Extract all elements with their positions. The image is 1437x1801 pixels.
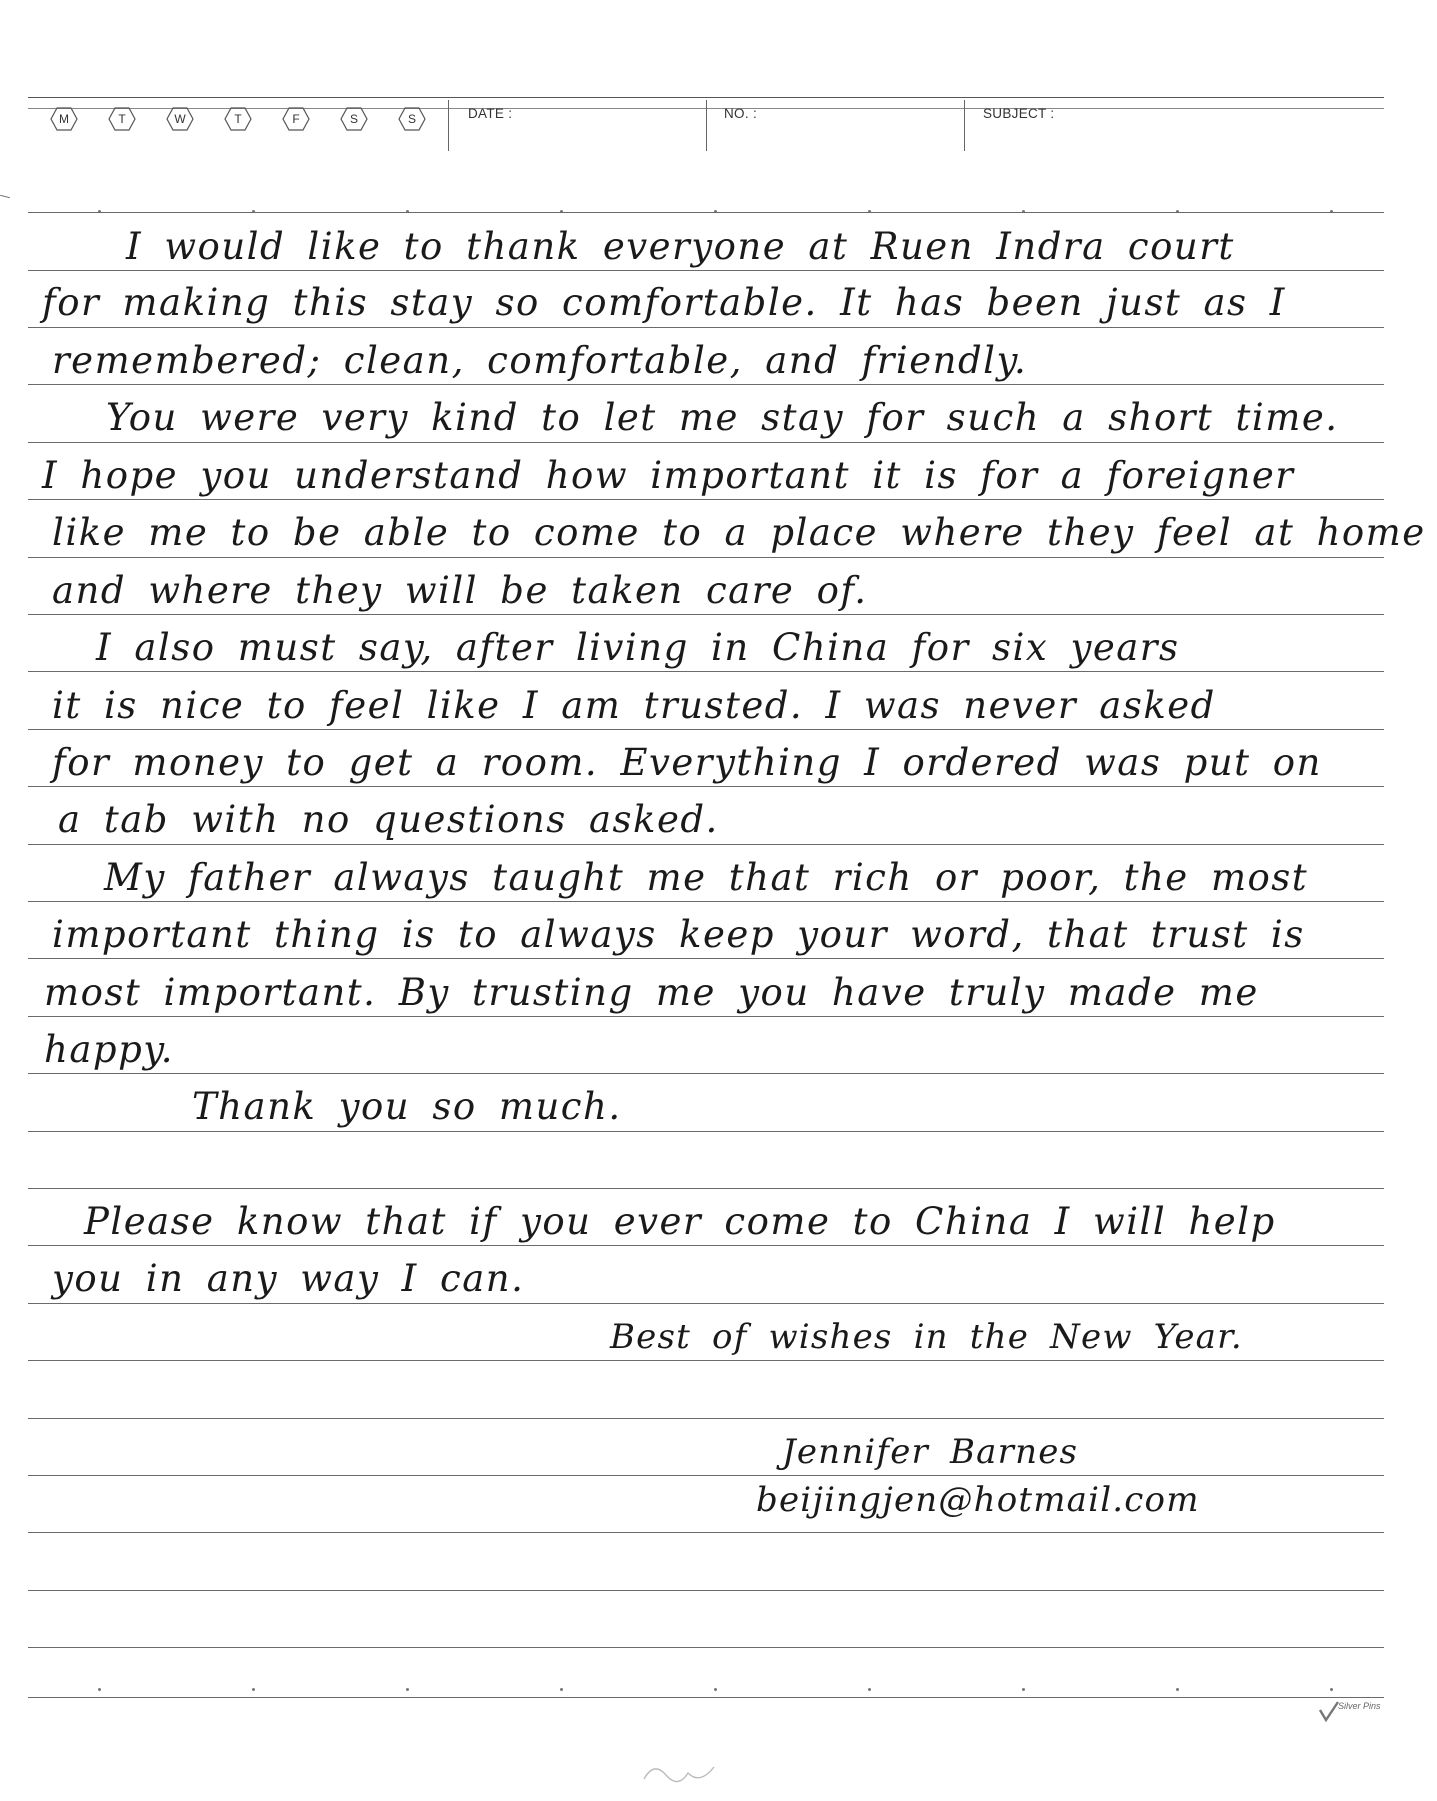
ruled-line [28, 671, 1384, 672]
ruled-line [28, 384, 1384, 385]
weekday-friday [282, 107, 310, 131]
ruled-line [28, 1532, 1384, 1533]
ruled-line [28, 1418, 1384, 1419]
letter-line: I hope you understand how important it is for a foreigner [42, 454, 1295, 497]
weekday-label: W [174, 112, 186, 126]
letter-line: I also must say, after living in China for six years [96, 626, 1180, 669]
signature-name: Jennifer Barnes [782, 1432, 1079, 1472]
closing-line: Best of wishes in the New Year. [610, 1317, 1243, 1357]
weekday-label: S [407, 112, 416, 126]
weekday-wednesday [166, 107, 194, 131]
weekday-label: T [234, 112, 242, 126]
weekday-monday [50, 107, 78, 131]
weekday-saturday [340, 107, 368, 131]
letter-line: remembered; clean, comfortable, and friendly. [52, 339, 1028, 382]
ruled-line [28, 958, 1384, 959]
ruled-line [28, 1697, 1384, 1698]
weekday-sunday [398, 107, 426, 131]
ruled-line [28, 1475, 1384, 1476]
letter-line: most important. By trusting me you have truly made me [44, 971, 1259, 1014]
letter-line: for money to get a room. Everything I ordered was put on [52, 741, 1322, 784]
letter-line: important thing is to always keep your word, that trust is [52, 913, 1305, 956]
weekday-label: M [59, 112, 69, 126]
ruled-line [28, 1073, 1384, 1074]
letter-line: My father always taught me that rich or poor, the most [104, 856, 1309, 899]
letter-line: I would like to thank everyone at Ruen Indra court [126, 225, 1235, 268]
date-label: DATE : [468, 106, 513, 121]
weekday-label: S [349, 112, 358, 126]
signature-email: beijingjen@hotmail.com [756, 1480, 1200, 1520]
ruled-line [28, 844, 1384, 845]
pen-scribble [640, 1755, 720, 1795]
letter-line: you in any way I can. [52, 1257, 525, 1300]
letter-line: for making this stay so comfortable. It has been just as I [42, 281, 1286, 324]
letter-line: Thank you so much. [192, 1085, 622, 1128]
weekday-thursday [224, 107, 252, 131]
ruled-line [28, 270, 1384, 271]
paper-brand-logo [1318, 1700, 1388, 1722]
brand-check-icon [1318, 1700, 1340, 1722]
ruled-line [28, 786, 1384, 787]
letter-line: Please know that if you ever come to China I will help [84, 1200, 1276, 1243]
header-top-rule [28, 97, 1384, 98]
ruled-line [28, 1590, 1384, 1591]
letter-line: You were very kind to let me stay for such a short time. [106, 396, 1339, 439]
weekday-label: T [118, 112, 126, 126]
weekday-label: F [292, 112, 300, 126]
subject-label: SUBJECT : [983, 106, 1055, 121]
dot-row-bottom [28, 1688, 1384, 1692]
header-divider [448, 100, 449, 151]
ruled-line [28, 499, 1384, 500]
ruled-line [28, 557, 1384, 558]
letter-line: it is nice to feel like I am trusted. I was never asked [52, 684, 1216, 727]
header-divider [706, 100, 707, 151]
header-divider [964, 100, 965, 151]
ruled-line [28, 1016, 1384, 1017]
ruled-line [28, 1647, 1384, 1648]
weekday-tuesday [108, 107, 136, 131]
ruled-line [28, 614, 1384, 615]
ruled-line [28, 901, 1384, 902]
ruled-line [28, 1360, 1384, 1361]
number-label: NO. : [724, 106, 758, 121]
ruled-line [28, 327, 1384, 328]
ruled-line [28, 729, 1384, 730]
letter-line: happy. [44, 1028, 175, 1071]
ruled-line [28, 442, 1384, 443]
ruled-line [28, 212, 1384, 213]
ruled-line [28, 1188, 1384, 1189]
letter-line: like me to be able to come to a place where they feel at home [52, 511, 1426, 554]
ruled-line [28, 1131, 1384, 1132]
margin-mark [0, 195, 10, 198]
letter-line: and where they will be taken care of. [52, 569, 868, 612]
ruled-line [28, 1303, 1384, 1304]
brand-text: Silver Pins [1338, 1701, 1381, 1711]
ruled-line [28, 1245, 1384, 1246]
letter-line: a tab with no questions asked. [58, 798, 719, 841]
